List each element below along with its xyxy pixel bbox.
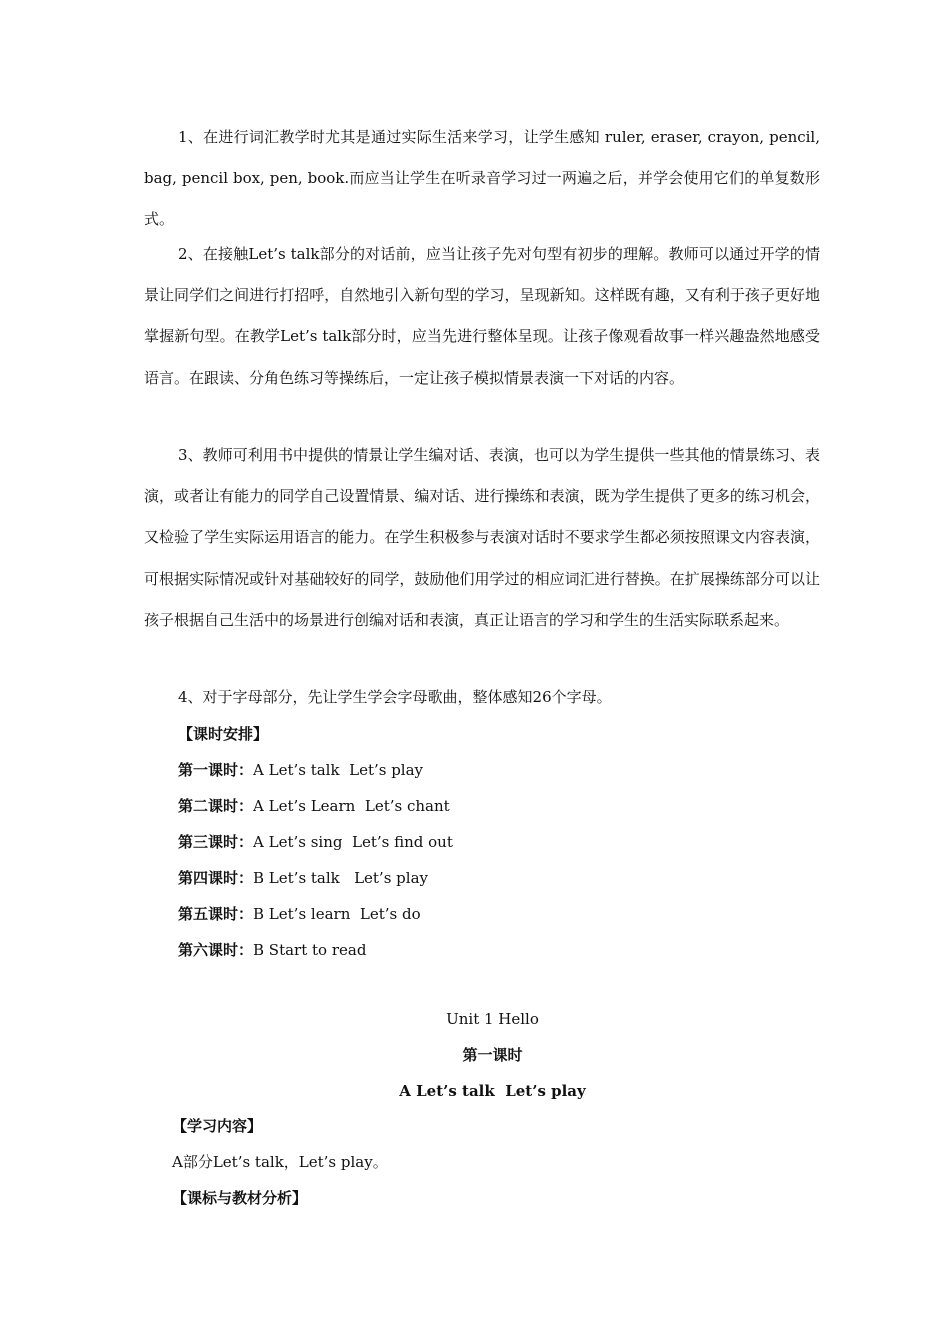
unit-title: Unit 1 Hello [446,1010,539,1028]
analysis-heading: 【课标与教材分析】 [172,1189,308,1207]
schedule-item [178,939,366,961]
paragraph-role-play: 3、教师可利用书中提供的情景让学生编对话、表演，也可以为学生提供一些其他的情景练习、表演，或者让有能力的同学自己设置情景、编对话、进行操练和表演，既为学生提供了更多的练习机会，又检验了学生实际运用语言的能力。在学生积极参与表演对话时不要求学生都必须按照课文内容表演，可根据实际情况或针对基础较好的同学，鼓励他们用学过的相应词汇进行替换。在扩展操练部分可以让孩子根据自己生活中的场景进行创编对话和表演，真正让语言的学习和学生的生活实际联系起来。 [144,446,820,629]
schedule-item [178,831,453,853]
schedule-item-label: 第六课时： [178,941,254,959]
schedule-item-label: 第三课时： [178,833,254,851]
schedule-item-content: B Start to read [253,941,367,959]
paragraph-vocabulary: 1、在进行词汇教学时尤其是通过实际生活来学习，让学生感知 ruler, eraser, crayon, pencil, bag, pencil box, pen, book.而应当让学生在听录音学习过一两遍之后，并学会使用它们的单复数形式。 [144,128,820,229]
schedule-item-content: B Let’s talk Let’s play [253,869,428,887]
content-heading: 【学习内容】 [172,1117,263,1135]
schedule-item [178,759,423,781]
paragraph-lets-talk: 2、在接触Let’s talk部分的对话前，应当让孩子先对句型有初步的理解。教师可以通过开学的情景让同学们之间进行打招呼，自然地引入新句型的学习，呈现新知。这样既有趣，又有利于孩子更好地掌握新句型。在教学Let’s talk部分时，应当先进行整体呈现。让孩子像观看故事一样兴趣盎然地感受语言。在跟读、分角色练习等操练后，一定让孩子模拟情景表演一下对话的内容。 [144,245,820,387]
schedule-item [178,903,421,925]
schedule-item-label: 第二课时： [178,797,254,815]
content-text: A部分Let’s talk，Let’s play。 [172,1153,388,1171]
schedule-item-label: 第一课时： [178,761,254,779]
schedule-item [178,867,428,889]
lesson-subtitle: A Let’s talk Let’s play [399,1082,586,1100]
schedule-item-label: 第四课时： [178,869,254,887]
schedule-item-label: 第五课时： [178,905,254,923]
paragraph-alphabet: 4、对于字母部分，先让学生学会字母歌曲，整体感知26个字母。 [178,688,612,706]
schedule-item-content: B Let’s learn Let’s do [253,905,421,923]
schedule-item-content: A Let’s talk Let’s play [253,761,424,779]
schedule-heading: 【课时安排】 [178,725,269,743]
schedule-item-content: A Let’s sing Let’s find out [253,833,453,851]
schedule-item-content: A Let’s Learn Let’s chant [253,797,450,815]
schedule-item [178,795,450,817]
lesson-title: 第一课时 [462,1046,523,1064]
